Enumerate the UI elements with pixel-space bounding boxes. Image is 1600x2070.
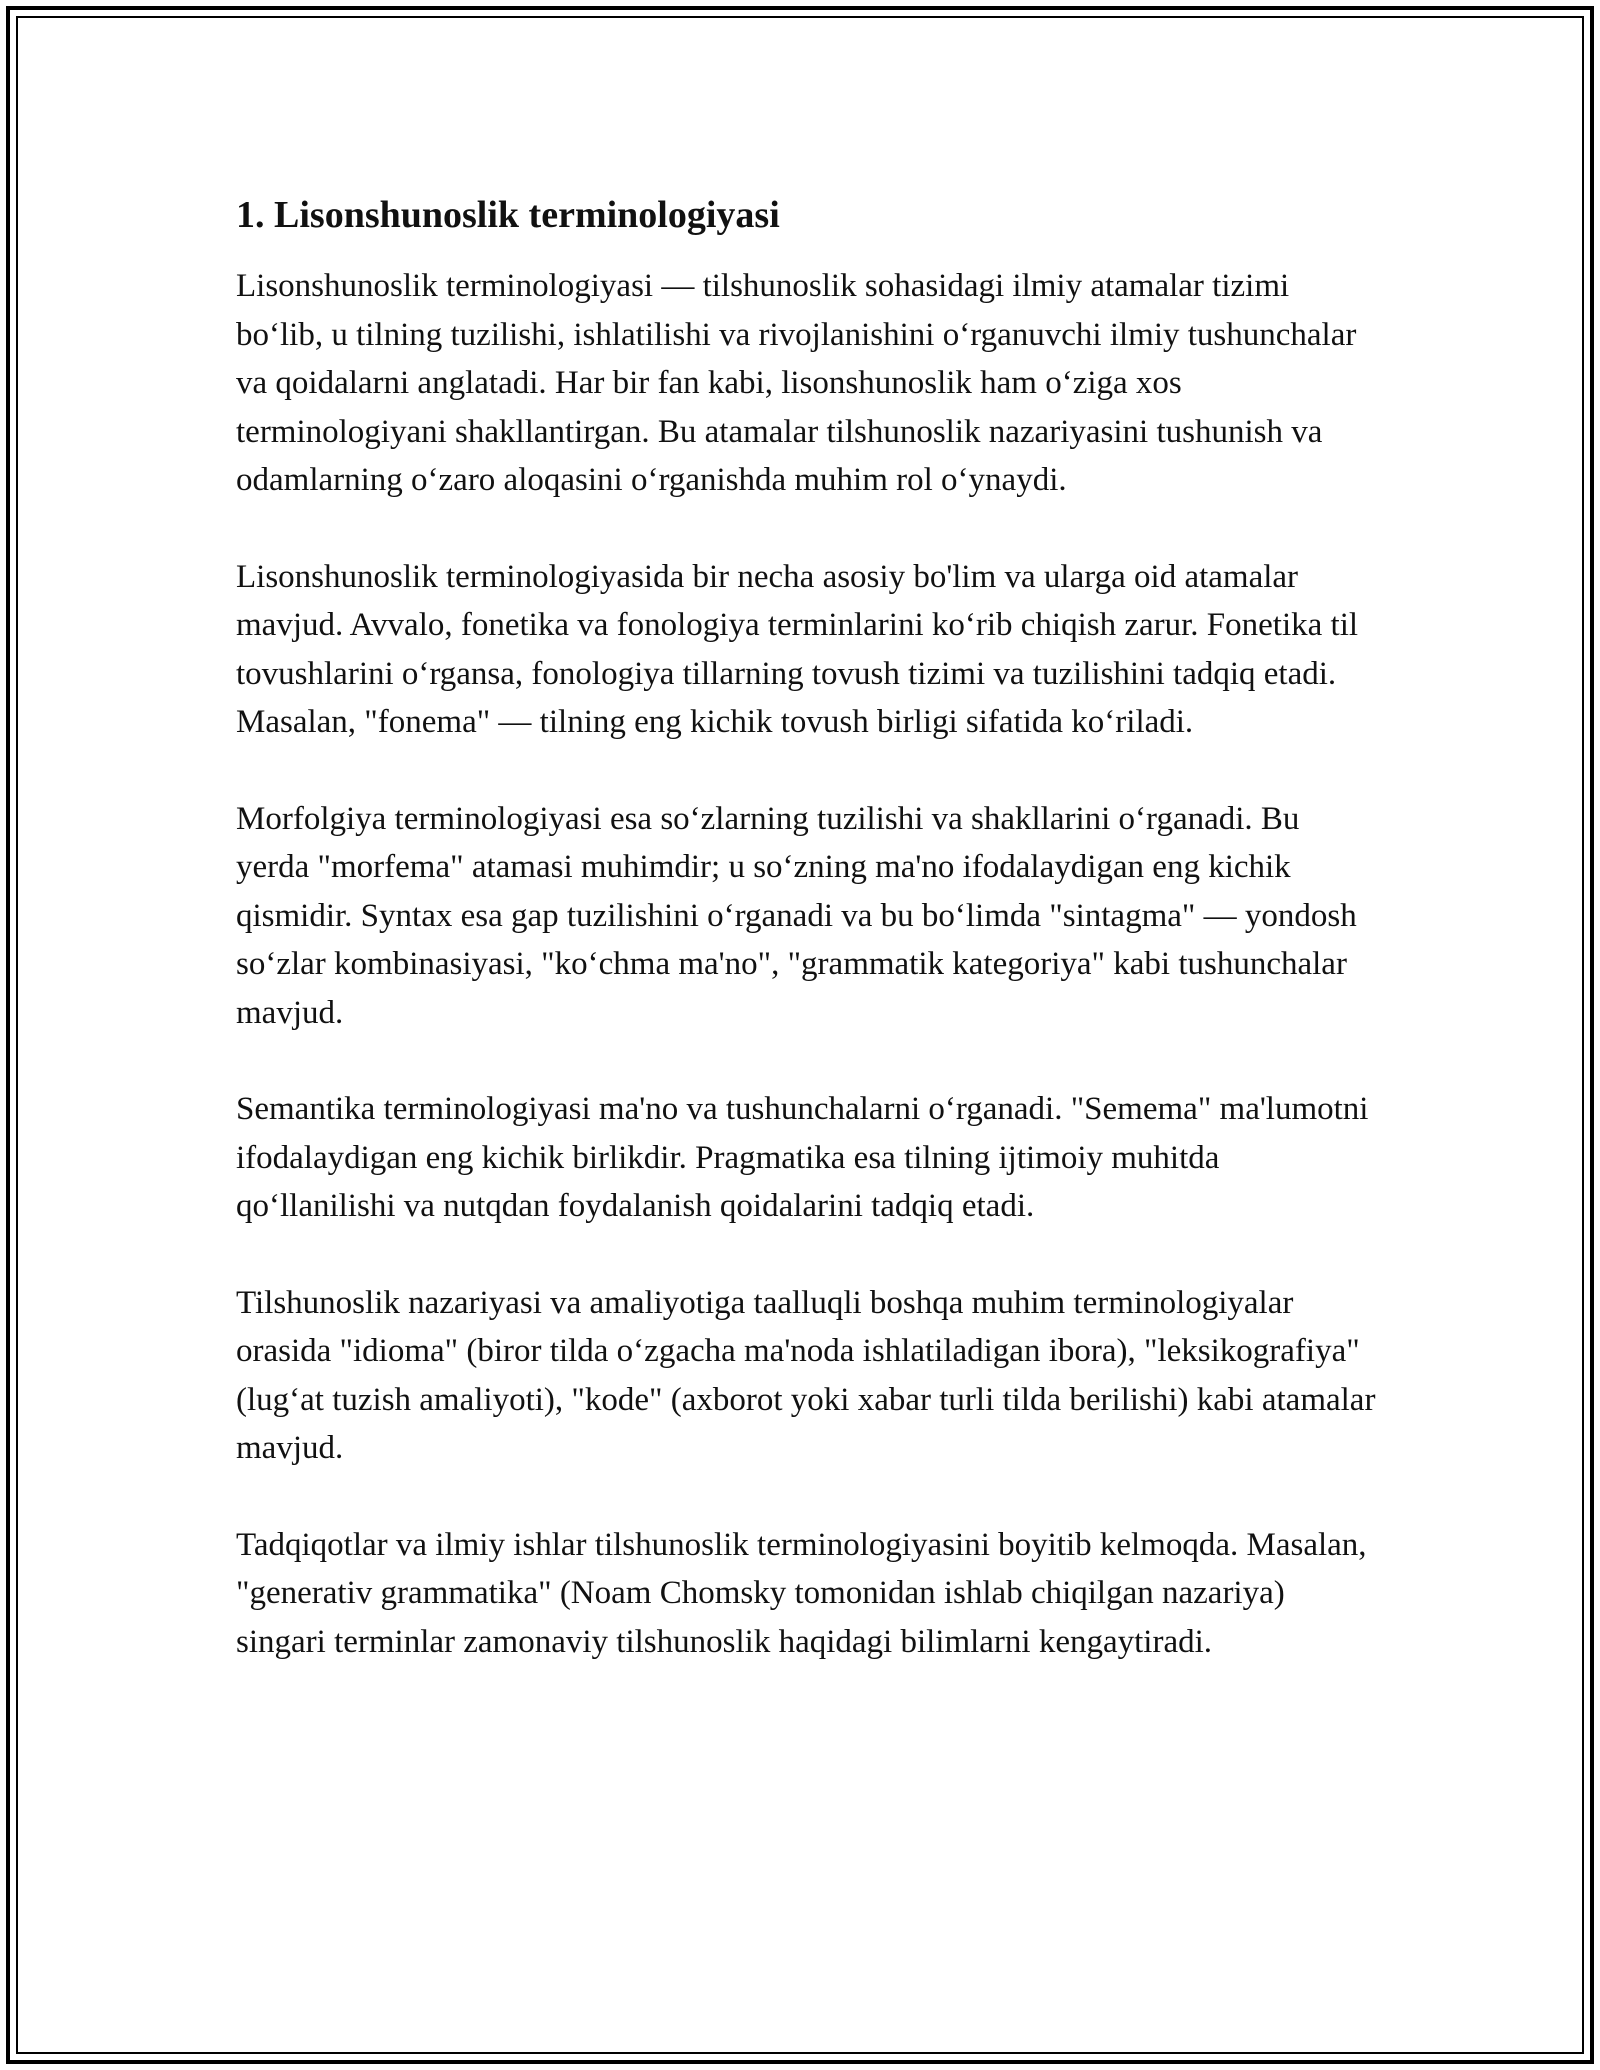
paragraph-6: Tadqiqotlar va ilmiy ishlar tilshunoslik terminologiyasini boyitib kelmoqda. Masalan, "generativ grammatika" (Noam Chomsky tomonidan ishlab chiqilgan nazariya) singari terminlar zamonaviy tilshunoslik haqidagi bilimlarni kengaytiradi. (236, 1526, 1367, 1660)
paragraph-4: Semantika terminologiyasi ma'no va tushunchalarni o‘rganadi. "Semema" ma'lumotni ifodalaydigan eng kichik birlikdir. Pragmatika esa tilning ijtimoiy muhitda qo‘llanilishi va nutqdan foydalanish qoidalarini tadqiq etadi. (236, 1091, 1369, 1224)
document-body (236, 190, 1376, 1714)
paragraph-3: Morfolgiya terminologiyasi esa so‘zlarning tuzilishi va shakllarini o‘rganadi. Bu yerda "morfema" atamasi muhimdir; u so‘zning ma'no ifodalaydigan eng kichik qismidir. Syntax esa gap tuzilishini o‘rganadi va bu bo‘limda "sintagma" — yondosh so‘zlar kombinasiyasi, "ko‘chma ma'no", "grammatik kategoriya" kabi tushunchalar mavjud. (236, 800, 1357, 1031)
paragraph-1: Lisonshunoslik terminologiyasi — tilshunoslik sohasidagi ilmiy atamalar tizimi bo‘lib, u tilning tuzilishi, ishlatilishi va rivojlanishini o‘rganuvchi ilmiy tushunchalar va qoidalarni anglatadi. Har bir fan kabi, lisonshunoslik ham o‘ziga xos terminologiyani shakllantirgan. Bu atamalar tilshunoslik nazariyasini tushunish va odamlarning o‘zaro aloqasini o‘rganishda muhim rol o‘ynaydi. (236, 268, 1357, 498)
paragraph-2: Lisonshunoslik terminologiyasida bir necha asosiy bo'lim va ularga oid atamalar mavjud. Avvalo, fonetika va fonologiya terminlarini ko‘rib chiqish zarur. Fonetika til tovushlarini o‘rgansa, fonologiya tillarning tovush tizimi va tuzilishini tadqiq etadi. Masalan, "fonema" — tilning eng kichik tovush birligi sifatida ko‘riladi. (236, 558, 1359, 740)
section-heading: 1. Lisonshunoslik terminologiyasi (236, 194, 780, 236)
paragraph-5: Tilshunoslik nazariyasi va amaliyotiga taalluqli boshqa muhim terminologiyalar orasida "idioma" (biror tilda o‘zgacha ma'noda ishlatiladigan ibora), "leksikografiya" (lug‘at tuzish amaliyoti), "kode" (axborot yoki xabar turli tilda berilishi) kabi atamalar mavjud. (236, 1284, 1376, 1466)
